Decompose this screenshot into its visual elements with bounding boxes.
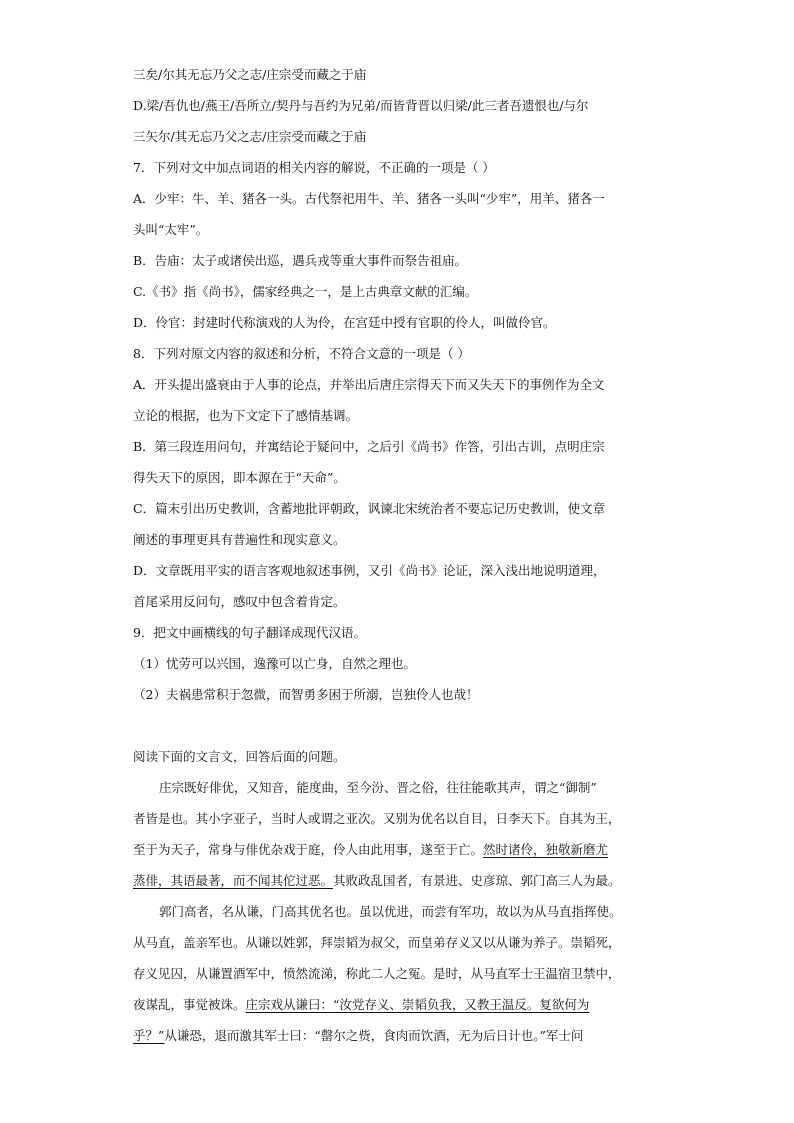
passage-text: 夜谋乱，事觉被诛。: [133, 997, 246, 1012]
q8-option-b-line-1: B．第三段连用问句，并寓结论于疑问中，之后引《尚书》作答，引出古训，点明庄宗: [133, 439, 605, 454]
q8-option-d-line-1: D．文章既用平实的语言客观地叙述事例，又引《尚书》论证，深入浅出地说明道理，: [133, 563, 606, 578]
q7-option-a-line-1: A．少牢：牛、羊、猪各一头。古代祭祀用牛、羊、猪各一头叫“少牢”，用羊、猪各一: [133, 191, 605, 206]
passage-p1-line-1: 庄宗既好俳优，又知音，能度曲，至今汾、晋之俗，往往能歌其声，谓之“御制”: [159, 780, 597, 795]
passage-p2-line-3: 存义见囚，从谦置酒军中，愤然流涕，称此二人之冤。是时，从马直军士王温宿卫禁中，: [133, 966, 621, 981]
question-8: 8．下列对原文内容的叙述和分析，不符合文意的一项是（ ）: [133, 346, 470, 361]
passage-text: 从谦恐，退而激其军士曰：“罄尔之赀，食肉而饮酒，无为后日计也。”军士问: [164, 1028, 584, 1043]
reading-instruction: 阅读下面的文言文，回答后面的问题。: [133, 749, 346, 764]
q8-option-d-line-2: 首尾采用反问句，感叹中包含着肯定。: [133, 594, 346, 609]
option-d-line-1: D.梁/吾仇也/燕王/吾所立/契丹与吾约为兄弟/而皆背晋以归梁/此三者吾遗恨也/与尔: [133, 98, 589, 113]
passage-p2-line-4: [133, 995, 673, 1015]
q8-option-b-line-2: 得失天下的原因，即本源在于“天命”。: [133, 470, 346, 485]
question-9: 9．把文中画横线的句子翻译成现代汉语。: [133, 625, 366, 640]
passage-p1-line-4: [133, 871, 673, 891]
underlined-sentence: 然时诸伶，独敬新磨尤: [483, 842, 609, 857]
passage-text: 至于为天子，常身与俳优杂戏于庭，伶人由此用事，遂至于亡。: [133, 842, 484, 857]
underlined-sentence: 庄宗戏从谦曰：“汝党存义、崇韬负我，又教王温反。复欲何为: [245, 997, 590, 1012]
underlined-sentence: 乎？”: [133, 1028, 165, 1043]
q8-option-c-line-1: C．篇末引出历史教训，含蓄地批评朝政，讽谏北宋统治者不要忘记历史教训，使文章: [133, 501, 606, 516]
passage-p1-line-3: [133, 840, 673, 860]
option-d-line-2: 三矢尔/其无忘乃父之志/庄宗受而藏之于庙: [133, 129, 367, 144]
q9-sentence-2: （2）夫祸患常积于忽微，而智勇多困于所溺，岂独伶人也哉！: [133, 687, 479, 702]
q7-option-a-line-2: 头叫“太牢”。: [133, 222, 209, 237]
q7-option-c: C.《书》指《尚书》，儒家经典之一，是上古典章文献的汇编。: [133, 284, 478, 299]
passage-p2-line-2: 从马直，盖亲军也。从谦以姓郭，拜崇韬为叔父，而皇弟存义又以从谦为养子。崇韬死，: [133, 935, 621, 950]
question-7: 7．下列对文中加点词语的相关内容的解说，不正确的一项是（ ）: [133, 160, 495, 175]
q7-option-d: D．伶官：封建时代称演戏的人为伶，在宫廷中授有官职的伶人，叫做伶官。: [133, 315, 556, 330]
text-line: 三矣/尔其无忘乃父之志/庄宗受而藏之于庙: [133, 67, 367, 82]
q9-sentence-1: （1）忧劳可以兴国，逸豫可以亡身，自然之理也。: [133, 656, 416, 671]
q8-option-a-line-1: A．开头提出盛衰由于人事的论点，并举出后唐庄宗得天下而又失天下的事例作为全文: [133, 377, 605, 392]
underlined-sentence: 蒸俳，其语最著，而不闻其佗过恶。: [133, 873, 334, 888]
q8-option-c-line-2: 阐述的事理更具有普遍性和现实意义。: [133, 532, 346, 547]
passage-text: 其败政乱国者，有景进、史彦琼、郭门高三人为最。: [333, 873, 621, 888]
passage-p2-line-1: 郭门高者，名从谦，门高其优名也。虽以优进，而尝有军功，故以为从马直指挥使。: [159, 904, 622, 919]
q8-option-a-line-2: 立论的根据，也为下文定下了感情基调。: [133, 408, 359, 423]
q7-option-b: B．告庙：太子或诸侯出巡，遇兵戎等重大事件而祭告祖庙。: [133, 253, 468, 268]
passage-p2-line-5: [133, 1026, 673, 1046]
passage-p1-line-2: 者皆是也。其小字亚子，当时人或谓之亚次。又别为优名以自目，日李天下。自其为王，: [133, 811, 621, 826]
